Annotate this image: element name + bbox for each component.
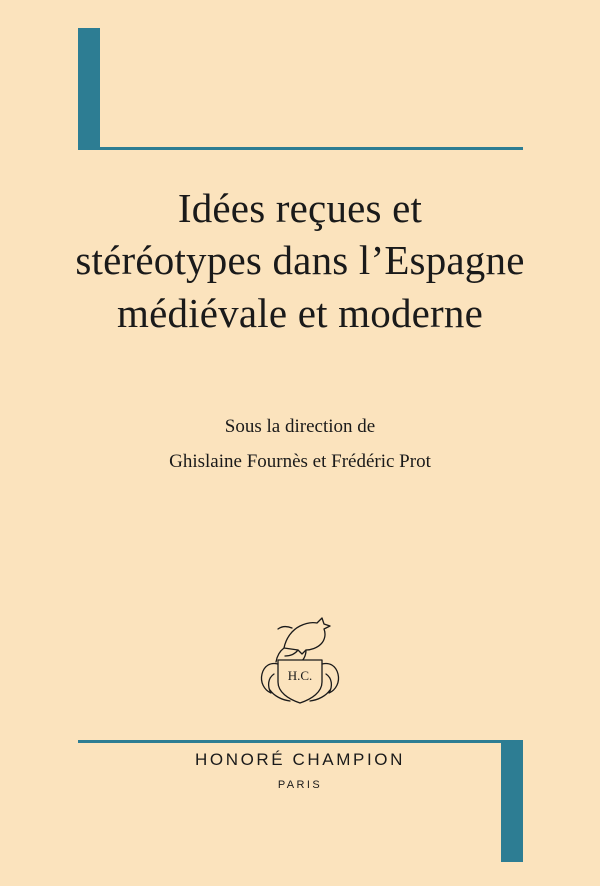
decorative-rule-bottom-horizontal xyxy=(78,740,523,743)
book-title-line-1: Idées reçues et xyxy=(177,185,423,231)
direction-label: Sous la direction de xyxy=(224,416,376,437)
decorative-rule-top-vertical xyxy=(78,28,100,150)
imprint-block xyxy=(50,750,550,791)
logo-monogram: H.C. xyxy=(287,668,313,683)
editor-names: Ghislaine Fournès et Frédéric Prot xyxy=(169,451,431,473)
publisher-city: PARIS xyxy=(277,779,323,791)
publisher-logo xyxy=(0,604,600,709)
book-title-line-2: stéréotypes dans l’Espagne xyxy=(75,237,525,284)
publisher-name: HONORÉ CHAMPION xyxy=(195,750,405,769)
decorative-rule-top-horizontal xyxy=(78,147,523,150)
book-title-line-3: médiévale et moderne xyxy=(117,289,483,336)
editors-block xyxy=(50,412,550,478)
book-title xyxy=(50,182,550,339)
